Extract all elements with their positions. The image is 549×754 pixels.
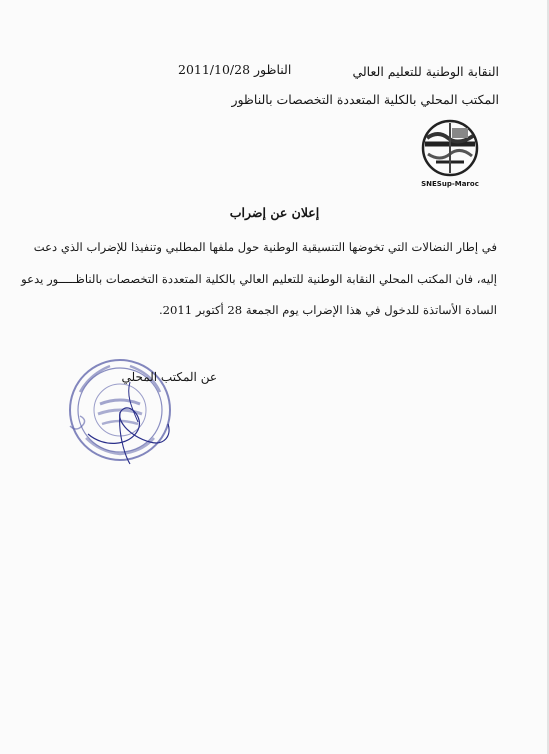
announcement-line-2: إليه، فان المكتب المحلي النقابة الوطنية للتعليم العالي بالكلية المتعددة التخصصات بالناظـــــور يدعو <box>21 272 497 286</box>
logo-caption: SNESup-Maroc <box>421 180 479 188</box>
snesup-logo <box>418 118 482 186</box>
place-and-date: الناظور 2011/10/28 <box>178 62 292 77</box>
announcement-line-1: في إطار النضالات التي تخوضها التنسيقية الوطنية حول ملفها المطلبي وتنفيذا للإضراب الذي دعت <box>33 240 497 254</box>
announcement-title: إعلان عن إضراب <box>229 205 320 220</box>
signature-label: عن المكتب المحلي <box>121 370 217 384</box>
announcement-line-3: السادة الأساتذة للدخول في هذا الإضراب يوم الجمعة 28 أكتوبر 2011. <box>158 303 497 317</box>
local-office-name: المكتب المحلي بالكلية المتعددة التخصصات بالناظور <box>231 92 499 107</box>
organization-name: النقابة الوطنية للتعليم العالي <box>352 64 499 79</box>
